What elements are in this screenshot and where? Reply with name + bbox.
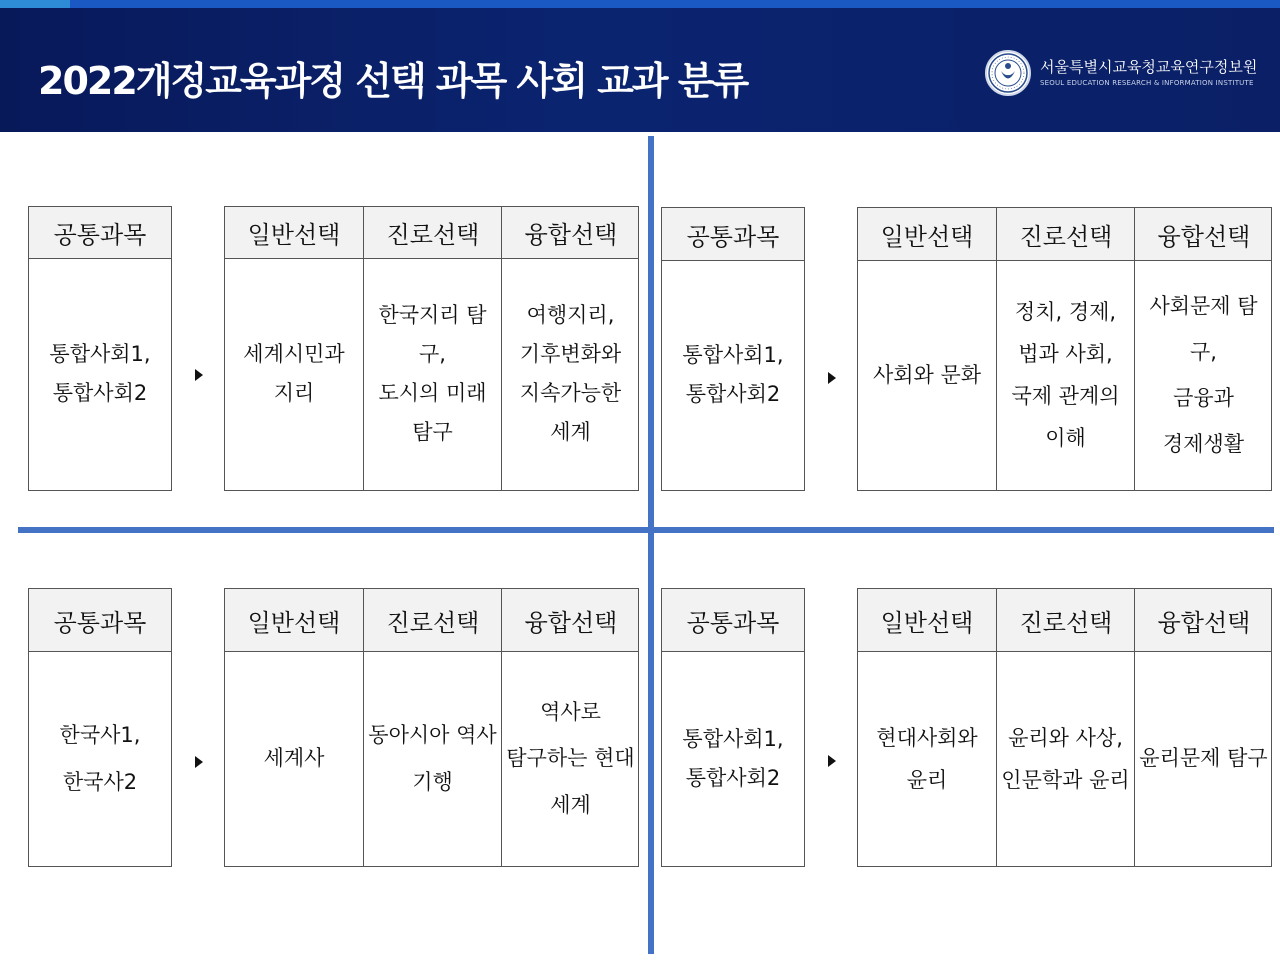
common-subject-label: 공통과목 xyxy=(686,608,780,637)
org-name-english: SEOUL EDUCATION RESEARCH & INFORMATION INSTITUTE xyxy=(1040,79,1254,87)
common-subject-box xyxy=(28,206,172,491)
arrow-right-icon xyxy=(828,755,836,767)
career-elective-cell: 윤리와 사상, 인문학과 윤리 xyxy=(996,651,1134,866)
elective-subjects-table xyxy=(857,207,1272,491)
elective-header-row xyxy=(858,589,1271,652)
top-stripe-accent xyxy=(0,0,70,8)
vertical-divider xyxy=(648,136,654,954)
elective-subjects-table xyxy=(224,588,639,867)
header-convergence-elective: 융합선택 xyxy=(501,207,640,258)
general-elective-cell: 세계사 xyxy=(263,746,325,771)
header-convergence-elective: 융합선택 xyxy=(1134,589,1273,651)
general-elective-cell: 세계시민과 지리 xyxy=(243,342,345,405)
elective-header-row xyxy=(858,208,1271,261)
arrow-right-icon xyxy=(195,369,203,381)
common-subject-content: 한국사1, 한국사2 xyxy=(59,723,141,794)
convergence-elective-cell: 역사로 탐구하는 현대 세계 xyxy=(501,651,639,866)
header-general-elective: 일반선택 xyxy=(880,222,974,251)
common-subject-header xyxy=(662,208,804,261)
convergence-elective-cell: 윤리문제 탐구 xyxy=(1134,651,1272,866)
career-elective-cell: 한국지리 탐구, 도시의 미래 탐구 xyxy=(363,258,501,490)
arrow-right-icon xyxy=(828,372,836,384)
career-elective-cell: 정치, 경제, 법과 사회, 국제 관계의 이해 xyxy=(996,260,1134,490)
career-elective-cell: 동아시아 역사 기행 xyxy=(363,651,501,866)
common-subject-header xyxy=(29,207,171,259)
header-general-elective: 일반선택 xyxy=(247,221,341,249)
page-header xyxy=(0,0,1280,132)
common-subject-header xyxy=(662,589,804,652)
header-general-elective: 일반선택 xyxy=(247,608,341,637)
general-elective-cell: 사회와 문화 xyxy=(872,362,982,387)
common-subject-header xyxy=(29,589,171,652)
common-subject-content: 통합사회1, 통합사회2 xyxy=(49,342,151,405)
org-name-korean: 서울특별시교육청교육연구정보원 xyxy=(1040,58,1258,76)
header-career-elective: 진로선택 xyxy=(996,208,1135,260)
header-convergence-elective: 융합선택 xyxy=(1134,208,1273,260)
elective-subjects-table xyxy=(857,588,1272,867)
header-career-elective: 진로선택 xyxy=(363,207,502,258)
common-subject-content: 통합사회1, 통합사회2 xyxy=(682,343,784,406)
common-subject-box xyxy=(661,207,805,491)
convergence-elective-cell: 여행지리, 기후변화와 지속가능한 세계 xyxy=(501,258,639,490)
convergence-elective-cell: 사회문제 탐구, 금융과 경제생활 xyxy=(1134,260,1272,490)
arrow-right-icon xyxy=(195,756,203,768)
top-stripe xyxy=(0,0,1280,8)
elective-subjects-table xyxy=(224,206,639,491)
seal-logo-icon xyxy=(985,50,1031,96)
header-convergence-elective: 융합선택 xyxy=(501,589,640,651)
common-subject-box xyxy=(28,588,172,867)
elective-header-row xyxy=(225,589,638,652)
common-subject-label: 공통과목 xyxy=(53,221,147,249)
general-elective-cell: 현대사회와 윤리 xyxy=(876,725,978,792)
common-subject-box xyxy=(661,588,805,867)
common-subject-label: 공통과목 xyxy=(53,608,147,637)
horizontal-divider xyxy=(18,527,1274,533)
elective-header-row xyxy=(225,207,638,259)
header-career-elective: 진로선택 xyxy=(996,589,1135,651)
page-title: 2022개정교육과정 선택 과목 사회 교과 분류 xyxy=(38,59,748,103)
header-general-elective: 일반선택 xyxy=(880,608,974,637)
header-career-elective: 진로선택 xyxy=(363,589,502,651)
common-subject-label: 공통과목 xyxy=(686,222,780,251)
common-subject-content: 통합사회1, 통합사회2 xyxy=(682,726,784,790)
